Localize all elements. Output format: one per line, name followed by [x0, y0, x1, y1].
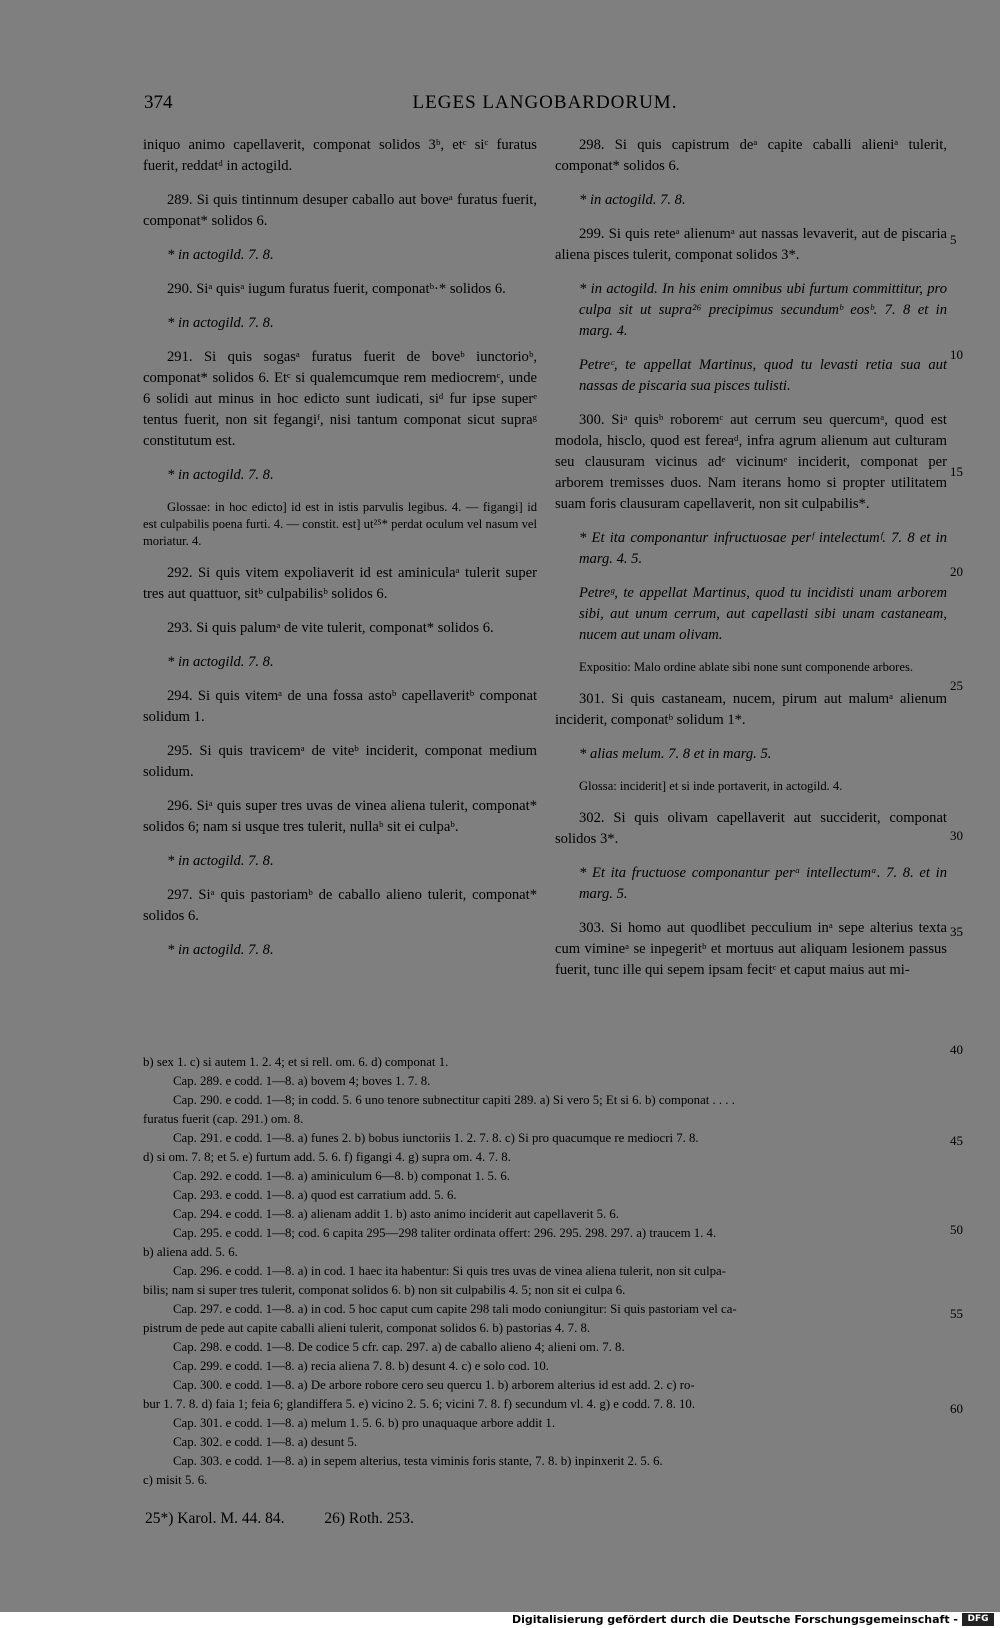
- law-paragraph: 292. Si quis vitem expoliaverit id est aminiculaᵃ tulerit super tres aut quattuor, sitᵇ culpabilisᵇ solidos 6.: [143, 565, 537, 602]
- apparatus-line: b) sex 1. c) si autem 1. 2. 4; et si rell. om. 6. d) componat 1.: [143, 1055, 449, 1069]
- law-paragraph: 302. Si quis olivam capellaverit aut succiderit, componat solidos 3*.: [555, 810, 947, 847]
- running-title: LEGES LANGOBARDORUM.: [412, 92, 678, 113]
- editorial-note: * in actogild. 7. 8.: [579, 192, 686, 208]
- line-number: 5: [950, 232, 957, 247]
- law-paragraph: 301. Si quis castaneam, nucem, pirum aut malumᵃ alienum inciderit, componatᵇ solidum 1*.: [555, 691, 947, 728]
- line-number: 60: [950, 1401, 963, 1416]
- editorial-note: * in actogild. 7. 8.: [167, 942, 274, 958]
- apparatus-line: pistrum de pede aut capite caballi alieni tulerit, componat solidos 6. b) pastorias 4. 7. 8.: [143, 1321, 591, 1335]
- editorial-note: * in actogild. 7. 8.: [167, 654, 274, 670]
- line-number: 35: [950, 924, 963, 939]
- apparatus-line: bilis; nam si super tres tulerit, componat solidos 6. b) non sit culpabilis 4. 5; non sit ei culpa 6.: [143, 1283, 626, 1297]
- law-paragraph: 293. Si quis palumᵃ de vite tulerit, componat* solidos 6.: [167, 620, 494, 636]
- line-number: 55: [950, 1306, 963, 1321]
- apparatus-line: Cap. 297. e codd. 1—8. a) in cod. 5 hoc caput cum capite 298 tali modo coniungitur: Si quis pastoriam vel ca-: [173, 1302, 737, 1316]
- law-paragraph: iniquo animo capellaverit, componat solidos 3ᵇ, etᶜ siᶜ furatus fuerit, reddatᵈ in actogild.: [143, 137, 537, 174]
- line-number: 20: [950, 564, 963, 579]
- law-paragraph: 296. Siᵃ quis super tres uvas de vinea aliena tulerit, componat* solidos 6; nam si usque tres tulerit, nullaᵇ sit ei culpaᵇ.: [143, 798, 537, 835]
- footnotes: [145, 1510, 450, 1528]
- right-column: [555, 135, 947, 994]
- line-number: 45: [950, 1133, 963, 1148]
- page-number: 374: [144, 92, 173, 113]
- apparatus-line: Cap. 291. e codd. 1—8. a) funes 2. b) bobus iunctoriis 1. 2. 7. 8. c) Si pro quacumque re mediocri 7. 8.: [173, 1131, 699, 1145]
- credit-text: Digitalisierung gefördert durch die Deutsche Forschungsgemeinschaft -: [511, 1613, 958, 1626]
- editorial-note: * in actogild. 7. 8.: [167, 315, 274, 331]
- editorial-note: Petreᶜ, te appellat Martinus, quod tu levasti retia sua aut nassas de piscaria sua pisces tulisti.: [579, 357, 947, 394]
- page-header: [140, 92, 950, 122]
- apparatus-line: Cap. 303. e codd. 1—8. a) in sepem alterius, testa viminis foris stante, 7. 8. b) inpinxerit 2. 5. 6.: [173, 1454, 663, 1468]
- line-number: 10: [950, 347, 963, 362]
- apparatus-line: Cap. 302. e codd. 1—8. a) desunt 5.: [173, 1435, 358, 1449]
- line-number: 30: [950, 828, 963, 843]
- law-paragraph: 294. Si quis vitemᵃ de una fossa astoᵇ capellaveritᵇ componat solidum 1.: [143, 688, 537, 725]
- editorial-note: * in actogild. 7. 8.: [167, 853, 274, 869]
- apparatus-line: d) si om. 7. 8; et 5. e) furtum add. 5. 6. f) figangi 4. g) supra om. 4. 7. 8.: [143, 1150, 511, 1164]
- editorial-note: * in actogild. In his enim omnibus ubi furtum committitur, pro culpa sit ut supra²⁶ precipimus secundumᵇ eosᵇ. 7. 8 et in marg. 4.: [579, 281, 947, 339]
- editorial-note: Petreᵍ, te appellat Martinus, quod tu incidisti unam arborem sibi, aut unum cerrum, aut capellasti sibi unam castaneam, nucem aut unam olivam.: [579, 585, 947, 643]
- apparatus-line: b) aliena add. 5. 6.: [143, 1245, 238, 1259]
- dfg-logo: DFG: [962, 1613, 994, 1626]
- editorial-note: * Et ita fructuose componantur perᵃ intellectumᵃ. 7. 8. et in marg. 5.: [579, 865, 947, 902]
- law-paragraph: 303. Si homo aut quodlibet pecculium inᵃ sepe alterius texta cum vimineᵃ se inpegeritᵇ et mortuus aut aliquam lesionem passus fuerit, tunc ille qui sepem ipsam fecitᶜ et caput maius aut mi-: [555, 920, 947, 978]
- gloss-text: Expositio: Malo ordine ablate sibi none sunt componende arbores.: [579, 660, 914, 674]
- gloss-text: Glossae: in hoc edicto] id est in istis parvulis legibus. 4. — figangi] id est culpabilis poena furti. 4. — constit. est] ut²⁵* perdat oculum vel nasum vel moriatur. 4.: [143, 500, 537, 548]
- apparatus-line: furatus fuerit (cap. 291.) om. 8.: [143, 1112, 304, 1126]
- line-number: 15: [950, 464, 963, 479]
- editorial-note: * in actogild. 7. 8.: [167, 467, 274, 483]
- line-number: 40: [950, 1042, 963, 1057]
- apparatus-line: Cap. 292. e codd. 1—8. a) aminiculum 6—8. b) componat 1. 5. 6.: [173, 1169, 510, 1183]
- apparatus-line: bur 1. 7. 8. d) faia 1; feia 6; glandiffera 5. e) vicino 2. 5. 6; vicini 7. 8. f) secundum vl. 4. g) e codd. 7. 8. 10.: [143, 1397, 696, 1411]
- apparatus-line: Cap. 289. e codd. 1—8. a) bovem 4; boves 1. 7. 8.: [173, 1074, 431, 1088]
- editorial-note: * alias melum. 7. 8 et in marg. 5.: [579, 746, 772, 762]
- law-paragraph: 298. Si quis capistrum deᵃ capite caballi alieniᵃ tulerit, componat* solidos 6.: [555, 137, 947, 174]
- apparatus-line: c) misit 5. 6.: [143, 1473, 208, 1487]
- law-paragraph: 299. Si quis reteᵃ alienumᵃ aut nassas levaverit, aut de piscaria aliena pisces tulerit, componat solidos 3*.: [555, 226, 947, 263]
- left-column: [143, 135, 537, 974]
- law-paragraph: 291. Si quis sogasᵃ furatus fuerit de boveᵇ iunctorioᵇ, componat* solidos 6. Etᶜ si qualemcumque rem mediocremᶜ, unde 6 solidi aut minus in hoc edicto sunt iudicati, siᵈ fur ipse superᵉ tentus fuerit, non sit fegangiᶠ, nisi tantum componat sicut supraᵍ constitutum est.: [143, 349, 537, 449]
- law-paragraph: 297. Siᵃ quis pastoriamᵇ de caballo alieno tulerit, componat* solidos 6.: [143, 887, 537, 924]
- editorial-note: * in actogild. 7. 8.: [167, 247, 274, 263]
- law-paragraph: 290. Siᵃ quisᵃ iugum furatus fuerit, componatᵇ·* solidos 6.: [167, 281, 506, 297]
- critical-apparatus: [143, 1053, 943, 1490]
- apparatus-line: Cap. 301. e codd. 1—8. a) melum 1. 5. 6. b) pro unaquaque arbore addit 1.: [173, 1416, 556, 1430]
- law-paragraph: 300. Siᵃ quisᵇ roboremᶜ aut cerrum seu quercumᵃ, quod est modola, hisclo, quod est fereaᵈ, infra agrum alienum aut culturam seu clausuram vicinus adᵉ vicinumᵉ inciderit, componat per arborem tremisses duos. Nam iterans homo si propter utilitatem suam foris clausuram capellaverit, non sit culpabilis*.: [555, 412, 947, 512]
- line-number: 50: [950, 1222, 963, 1237]
- apparatus-line: Cap. 290. e codd. 1—8; in codd. 5. 6 uno tenore subnectitur capiti 289. a) Si vero 5; Et si 6. b) componat . . . .: [173, 1093, 735, 1107]
- apparatus-line: Cap. 298. e codd. 1—8. De codice 5 cfr. cap. 297. a) de caballo alieno 4; alieni om. 7. 8.: [173, 1340, 625, 1354]
- apparatus-line: Cap. 293. e codd. 1—8. a) quod est carratium add. 5. 6.: [173, 1188, 457, 1202]
- line-number: 25: [950, 678, 963, 693]
- footnote-25: 25*) Karol. M. 44. 84.: [145, 1510, 285, 1527]
- apparatus-line: Cap. 296. e codd. 1—8. a) in cod. 1 haec ita habentur: Si quis tres uvas de vinea aliena tulerit, non sit culpa-: [173, 1264, 726, 1278]
- apparatus-line: Cap. 295. e codd. 1—8; cod. 6 capita 295—298 taliter ordinata offert: 296. 295. 298. 297. a) traucem 1. 4.: [173, 1226, 717, 1240]
- apparatus-line: Cap. 300. e codd. 1—8. a) De arbore robore cero seu quercu 1. b) arborem alterius id est add. 2. c) ro-: [173, 1378, 695, 1392]
- footnote-26: 26) Roth. 253.: [324, 1510, 414, 1527]
- editorial-note: * Et ita componantur infructuosae perᶠ intelectumᶠ. 7. 8 et in marg. 4. 5.: [579, 530, 947, 567]
- law-paragraph: 289. Si quis tintinnum desuper caballo aut boveᵃ furatus fuerit, componat* solidos 6.: [143, 192, 537, 229]
- law-paragraph: 295. Si quis travicemᵃ de viteᵇ inciderit, componat medium solidum.: [143, 743, 537, 780]
- apparatus-line: Cap. 294. e codd. 1—8. a) alienam addit 1. b) asto animo inciderit aut capellaverit 5. 6.: [173, 1207, 619, 1221]
- apparatus-line: Cap. 299. e codd. 1—8. a) recia aliena 7. 8. b) desunt 4. c) e solo cod. 10.: [173, 1359, 549, 1373]
- credit-bar: [0, 1612, 1000, 1628]
- gloss-text: Glossa: inciderit] et si inde portaverit, in actogild. 4.: [579, 779, 843, 793]
